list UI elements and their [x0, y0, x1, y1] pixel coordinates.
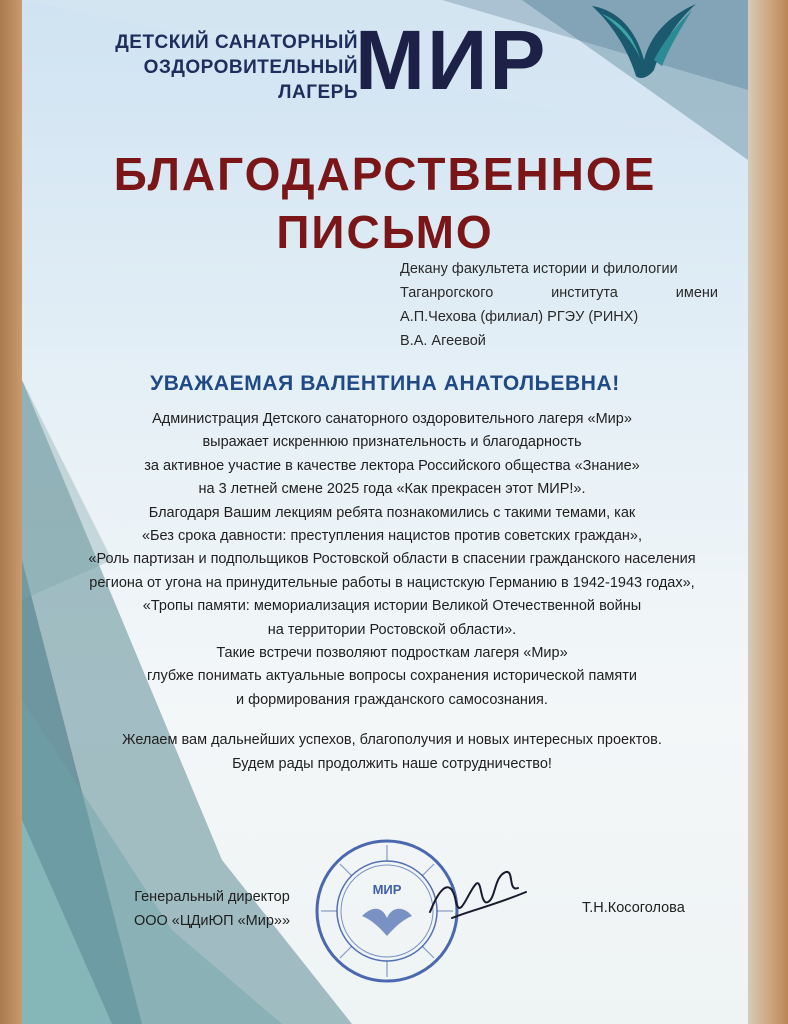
table-surface-right: [746, 0, 788, 1024]
body-line: и формирования гражданского самосознания.: [236, 691, 548, 708]
body-line: глубже понимать актуальные вопросы сохранения исторической памяти: [147, 668, 637, 685]
body-line: Желаем вам дальнейших успехов, благополучия и новых интересных проектов.: [122, 732, 662, 749]
recipient-line: Декану факультета истории и филологии: [400, 261, 678, 277]
certificate-page: [22, 0, 748, 1024]
dove-logo-icon: [588, 0, 698, 80]
body-line: на территории Ростовской области».: [267, 621, 517, 638]
body-line: за активное участие в качестве лектора Российского общества «Знание»: [144, 457, 640, 474]
organization-line: ЛАГЕРЬ: [278, 82, 358, 103]
organization-line: ОЗДОРОВИТЕЛЬНЫЙ: [143, 57, 358, 78]
organization-name: [68, 30, 358, 105]
body-line: «Тропы памяти: мемориализация истории Великой Отечественной войны: [142, 598, 642, 615]
recipient-line: Таганрогского института имени: [400, 285, 718, 301]
organization-line: ДЕТСКИЙ САНАТОРНЫЙ: [115, 32, 358, 53]
document-title: ПИСЬМО: [276, 206, 494, 258]
signatory-name: Т.Н.Косоголова: [582, 900, 685, 916]
body-line: Такие встречи позволяют подросткам лагеря «Мир»: [216, 645, 568, 662]
recipient-block: [400, 257, 718, 353]
salutation: УВАЖАЕМАЯ ВАЛЕНТИНА АНАТОЛЬЕВНА!: [150, 372, 620, 395]
table-surface-left: [0, 0, 22, 1024]
body-line: Администрация Детского санаторного оздоровительного лагеря «Мир»: [152, 411, 632, 427]
stamp-center-label: МИР: [372, 882, 402, 897]
signatory-title: [92, 885, 332, 933]
paragraph-gap: [42, 712, 742, 729]
body-line: выражает искреннюю признательность и благодарность: [202, 434, 582, 451]
signatory-title-line: Генеральный директор: [134, 889, 290, 905]
body-line: региона от угона на принудительные работы в нацистскую Германию в 1942-1943 годах»,: [89, 574, 695, 591]
signatory-title-line: ООО «ЦДиЮП «Мир»»: [133, 913, 291, 929]
body-line: «Роль партизан и подпольщиков Ростовской области в спасении гражданского населения: [88, 551, 696, 568]
logo-wordmark: МИР: [355, 13, 548, 107]
body-line: на 3 летней смене 2025 года «Как прекрасен этот МИР!».: [198, 481, 586, 498]
recipient-line: А.П.Чехова (филиал) РГЭУ (РИНХ): [400, 309, 639, 325]
body-line: «Без срока давности: преступления нацистов против советских граждан»,: [141, 528, 643, 545]
letter-body: [42, 408, 742, 776]
recipient-line: В.А. Агеевой: [400, 333, 486, 349]
handwritten-signature: [422, 862, 532, 932]
document-title: БЛАГОДАРСТВЕННОЕ: [113, 148, 657, 200]
body-line: Будем рады продолжить наше сотрудничество!: [232, 755, 552, 772]
body-line: Благодаря Вашим лекциям ребята познакомились с такими темами, как: [148, 504, 636, 521]
